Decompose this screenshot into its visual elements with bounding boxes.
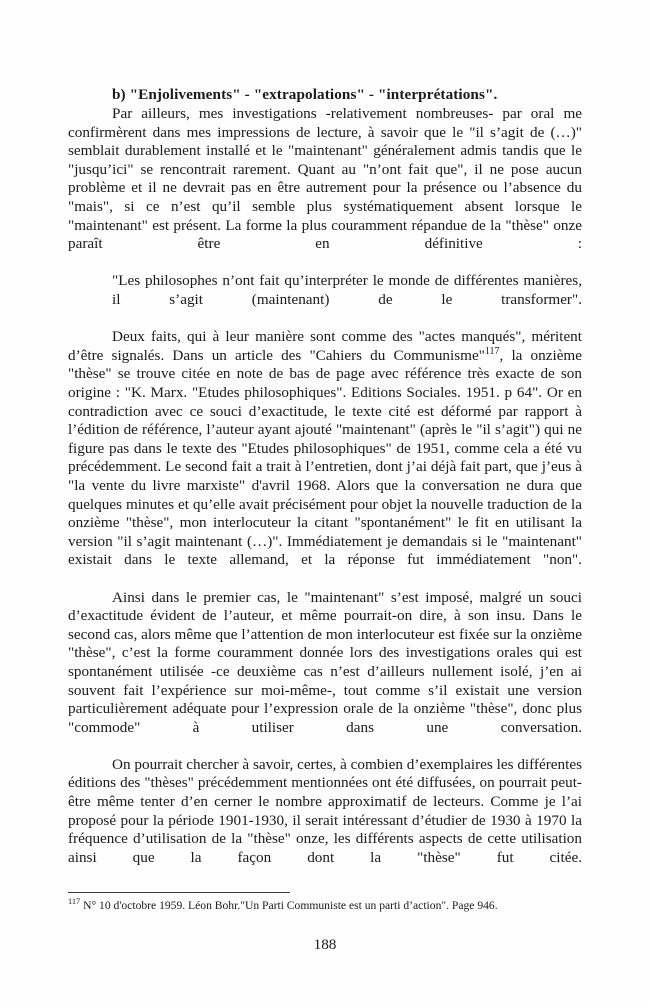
paragraph-ainsi: Ainsi dans le premier cas, le "maintenant" s’est imposé, malgré un souci d’exactitude évident de l’auteur, et même pourrait-on dire, à son insu. Dans le second cas, alors même que l’attention de mon interlocuteur est fixée sur la onzième "thèse", c’est la forme couramment donnée lors des investigations orales qui est spontanément utilisée -ce deuxième cas n’est d’ailleurs nullement isolé, j’en ai souvent fait l’expérience sur moi-même-, tout comme s’il existait une version particulièrement adéquate pour l’expression orale de la onzième "thèse", donc plus "commode" à utiliser dans une conversation.: [68, 588, 582, 736]
footnote-separator-rule: [68, 892, 290, 893]
paragraph-two-facts: [68, 328, 582, 588]
block-quote-marx-thesis: "Les philosophes n’ont fait qu’interpréter le monde de différentes manières, il s’agit (maintenant) de le transformer".: [112, 272, 582, 309]
page-content: [68, 86, 582, 886]
paragraph-two-facts-after-ref: , la onzième "thèse" se trouve citée en note de bas de page avec référence très exacte de son origine : "K. Marx. "Etudes philosophiques". Editions Sociales. 1951. p 64". Or en contradiction avec ce souci d’exactitude, le texte cité est déformé par rapport à l’édition de référence, l’auteur ayant ajouté "maintenant" (après le "il s’agit") qui ne figure pas dans le texte des "Etudes philosophiques" de 1951, comme cela a été vu précédemment. Le second fait a trait à l’entretien, dont j’ai déjà fait part, que j’eus à "la vente du livre marxiste" d'avril 1968. Alors que la conversation ne dura que quelques minutes et qu’elle avait précisément pour objet la nouvelle traduction de la onzième "thèse", mon interlocuteur la citant "spontanément" le fit en utilisant la version "il s’agit maintenant (…)". Immédiatement je demandais si le "maintenant" existait dans le texte allemand, et la réponse fut immédiatement "non".: [68, 346, 582, 569]
page-number: 188: [313, 936, 337, 953]
footnote-entry: [68, 899, 582, 913]
paragraph-two-facts-before-ref: Deux faits, qui à leur manière sont comme des "actes manqués", méritent d’être signalés. Dans un article des "Cahiers du Communisme": [68, 328, 582, 364]
section-heading: b) "Enjolivements" - "extrapolations" - "interprétations".: [112, 86, 498, 103]
footnote-reference-marker[interactable]: 117: [484, 345, 500, 357]
footnote-body-text: N° 10 d'octobre 1959. Léon Bohr."Un Parti Communiste est un parti d’action". Page 946.: [80, 899, 498, 912]
footnote-number: 117: [68, 897, 81, 907]
paragraph-on-pourrait: On pourrait chercher à savoir, certes, à combien d’exemplaires les différentes éditions des "thèses" précédemment mentionnées ont été diffusées, on pourrait peut-être même tenter d’en cerner le nombre approximatif de lecteurs. Comme je l’ai proposé pour la période 1901-1930, il serait intéressant d’étudier de 1930 à 1970 la fréquence d’utilisation de la "thèse" onze, les différents aspects de cette utilisation ainsi que la façon dont la "thèse" fut citée.: [68, 755, 582, 866]
footnote-area: [68, 892, 582, 913]
paragraph-intro: Par ailleurs, mes investigations -relativement nombreuses- par oral me confirmèrent dans mes impressions de lecture, à savoir que le "il s’agit de (…)" semblait durablement installé et le "maintenant" généralement admis tandis que le "jusqu’ici" se rencontrait rarement. Quant au "n’ont fait que", il ne pose aucun problème et il ne devrait pas en être autrement pour la présence ou l’absence du "mais", si ce n’est qu’il semble plus systématiquement absent lorsque le "maintenant" est présent. La forme la plus couramment répandue de la "thèse" onze paraît être en définitive :: [68, 105, 582, 253]
